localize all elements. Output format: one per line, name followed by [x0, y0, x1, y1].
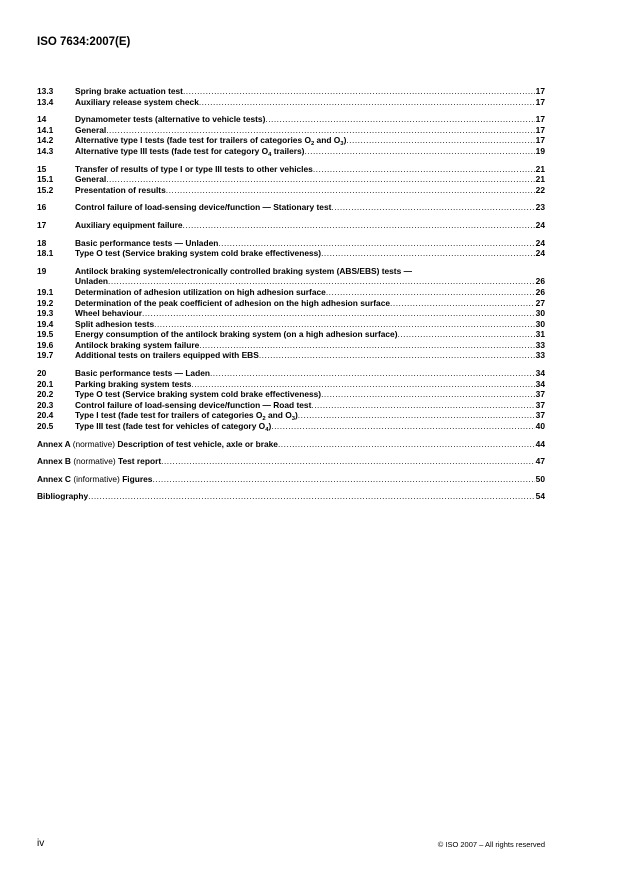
- toc-entry-number: 20.3: [37, 399, 54, 410]
- toc-entry-title: [75, 350, 535, 361]
- annex-kind: (normative): [72, 438, 116, 449]
- toc-entry-title: [75, 248, 535, 259]
- toc-entry-number: 16: [37, 202, 47, 213]
- annex-title: Figures: [122, 473, 153, 484]
- toc-entry-title-text: [75, 202, 331, 213]
- annex-kind: (informative): [73, 473, 120, 484]
- toc-entry-page: 54: [535, 491, 545, 502]
- toc-entry-page: 21: [535, 163, 545, 174]
- dot-leader: [154, 319, 535, 330]
- toc-title-mid: and O: [314, 135, 341, 146]
- toc-entry-number: 20.2: [37, 389, 54, 400]
- dot-leader: [199, 97, 535, 108]
- toc-entry[interactable]: [37, 410, 545, 421]
- toc-title-main: Additional tests on trailers equipped with EBS: [75, 350, 259, 361]
- toc-entry[interactable]: [37, 86, 545, 97]
- toc-title-tail: ): [295, 410, 298, 421]
- toc-entry-number: 14.2: [37, 135, 54, 146]
- toc-entry-title-text: [75, 329, 398, 340]
- toc-entry-title-text: [75, 400, 311, 411]
- dot-leader: [152, 474, 534, 485]
- toc-title-main: Type O test (Service braking system cold brake effectiveness): [75, 389, 322, 400]
- toc-entry-title-text: [75, 174, 106, 185]
- toc-title-main: Spring brake actuation test: [75, 86, 183, 96]
- toc-title-main: Energy consumption of the antilock braking system (on a high adhesion surface): [75, 329, 398, 340]
- dot-leader: [313, 164, 535, 175]
- toc-entry[interactable]: [37, 319, 545, 330]
- toc-entry-number: 14: [37, 114, 47, 125]
- toc-entry-title: [75, 135, 535, 146]
- toc-entry-title-text: [75, 86, 183, 97]
- toc-entry[interactable]: [37, 185, 545, 196]
- toc-entry-title-text: [75, 368, 210, 379]
- toc-entry-number: 19.3: [37, 308, 54, 319]
- subscript: 3: [291, 416, 295, 422]
- toc-entry-title-text: [75, 410, 298, 421]
- subscript: 4: [268, 151, 272, 157]
- toc-entry-number: 20: [37, 368, 47, 379]
- toc-spacer: [37, 449, 545, 456]
- toc-entry-title-text: [75, 421, 271, 432]
- toc-entry-page: 21: [535, 174, 545, 185]
- toc-entry-title: [75, 238, 535, 249]
- toc-entry[interactable]: [37, 340, 545, 351]
- toc-entry-title: [75, 379, 535, 390]
- toc-title-main: Type O test (Service braking system cold brake effectiveness): [75, 248, 322, 259]
- toc-title-mid: trailers): [271, 145, 305, 156]
- annex-label: Annex B: [37, 456, 71, 467]
- dot-leader: [343, 135, 534, 146]
- subscript: 2: [310, 141, 315, 146]
- toc-title-main: Dynamometer tests (alternative to vehicle tests): [75, 114, 266, 125]
- toc-entry[interactable]: [37, 174, 545, 185]
- toc-entry-title: [75, 114, 535, 125]
- toc-title-main: Auxiliary release system check: [75, 96, 199, 107]
- toc-title-main: General: [75, 174, 107, 185]
- copyright-notice: © ISO 2007 – All rights reserved: [437, 840, 545, 849]
- toc-entry-title: [75, 276, 535, 287]
- annex-title: Description of test vehicle, axle or brake: [117, 438, 278, 449]
- toc-entry-title: [75, 287, 535, 298]
- toc-entry-page: 17: [535, 114, 545, 125]
- toc-entry-number: 13.3: [37, 86, 54, 96]
- annex-label: Annex C: [37, 473, 71, 484]
- toc-title-main: Control failure of load-sensing device/function — Road test: [75, 399, 312, 410]
- toc-entry-page: 47: [535, 456, 545, 467]
- dot-leader: [298, 410, 535, 421]
- toc-entry-page: 37: [535, 410, 545, 421]
- toc-entry[interactable]: [37, 202, 545, 213]
- toc-spacer: [37, 432, 545, 439]
- dot-leader: [108, 276, 535, 287]
- toc-entry-page: 30: [535, 308, 545, 319]
- toc-entry-title-text: [37, 491, 88, 502]
- toc-title-main: Wheel behaviour: [75, 308, 143, 319]
- dot-leader: [166, 185, 535, 196]
- dot-leader: [390, 298, 535, 309]
- toc-entry-title-text: [75, 266, 412, 277]
- toc-entry[interactable]: [37, 329, 545, 340]
- dot-leader: [218, 238, 534, 249]
- toc-title-main: Basic performance tests — Laden: [75, 368, 210, 379]
- toc-entry[interactable]: [37, 266, 545, 277]
- toc-entry[interactable]: [37, 400, 545, 411]
- dot-leader: [311, 400, 534, 411]
- toc-entry-number: 18: [37, 237, 47, 248]
- toc-entry-title-text: [75, 276, 108, 287]
- toc-entry[interactable]: [37, 114, 545, 125]
- toc-entry-page: 17: [535, 86, 545, 96]
- toc-title-mid: and O: [265, 410, 292, 421]
- toc-spacer: [37, 195, 545, 202]
- dot-leader: [142, 308, 535, 319]
- dot-leader: [88, 491, 534, 502]
- toc-entry-number: 19.6: [37, 339, 54, 350]
- toc-entry-title: [75, 86, 535, 97]
- toc-entry-number: 15.1: [37, 174, 54, 185]
- toc-entry-page: 31: [535, 329, 545, 340]
- toc-entry[interactable]: [37, 248, 545, 259]
- toc-entry-number: 14.1: [37, 124, 54, 135]
- toc-entry-number: 19.2: [37, 297, 54, 308]
- toc-spacer: [37, 484, 545, 491]
- toc-title-main: Auxiliary equipment failure: [75, 219, 183, 230]
- toc-entry-page: 17: [535, 135, 545, 146]
- toc-title-main: Alternative type III tests (fade test for category O: [75, 145, 269, 156]
- toc-entry-title: [75, 368, 535, 379]
- toc-entry-number: 18.1: [37, 248, 54, 259]
- toc-entry-title: [75, 340, 535, 351]
- toc-entry-number: 19.1: [37, 286, 54, 297]
- toc-entry-title-text: [75, 185, 166, 196]
- toc-entry-page: 37: [535, 399, 545, 410]
- toc-spacer: [37, 213, 545, 220]
- dot-leader: [321, 389, 535, 400]
- toc-entry-title: [75, 308, 535, 319]
- toc-spacer: [37, 467, 545, 474]
- toc-entry-title-text: [75, 389, 321, 400]
- toc-entry-page: 17: [535, 96, 545, 107]
- toc-entry[interactable]: [37, 439, 545, 450]
- subscript: 2: [262, 416, 266, 422]
- toc-entry[interactable]: [37, 368, 545, 379]
- toc-entry[interactable]: [37, 456, 545, 467]
- toc-entry-number: 20.1: [37, 378, 54, 389]
- dot-leader: [304, 146, 534, 157]
- toc-entry-page: 34: [535, 378, 545, 389]
- table-of-contents: [37, 86, 545, 502]
- toc-title-main: Unladen: [75, 276, 109, 287]
- toc-entry-page: 26: [535, 286, 545, 297]
- toc-entry-number: 20.5: [37, 421, 54, 432]
- annex-label: Annex A: [37, 438, 71, 449]
- dot-leader: [199, 340, 534, 351]
- toc-entry-number: 15.2: [37, 184, 54, 195]
- toc-entry[interactable]: [37, 125, 545, 136]
- dot-leader: [271, 421, 534, 432]
- toc-entry-page: 33: [535, 339, 545, 350]
- toc-entry-page: 22: [535, 184, 545, 195]
- toc-entry-number: 15: [37, 163, 47, 174]
- page-number: iv: [37, 838, 45, 849]
- toc-entry[interactable]: [37, 474, 545, 485]
- toc-title-main: General: [75, 124, 107, 135]
- toc-entry-title-text: [75, 319, 154, 330]
- toc-entry-title: [75, 421, 535, 432]
- toc-entry[interactable]: [37, 308, 545, 319]
- toc-entry-number: 20.4: [37, 410, 54, 421]
- toc-spacer: [37, 259, 545, 266]
- dot-leader: [183, 86, 535, 97]
- toc-entry-title: [37, 456, 535, 467]
- toc-entry-title-text: [75, 164, 313, 175]
- toc-title-tail: ): [343, 135, 347, 146]
- toc-entry-title-text: [75, 220, 183, 231]
- toc-title-main: Type I test (fade test for trailers of categories O: [75, 410, 263, 421]
- toc-entry[interactable]: [37, 298, 545, 309]
- dot-leader: [265, 114, 534, 125]
- dot-leader: [210, 368, 535, 379]
- dot-leader: [106, 174, 534, 185]
- toc-title-main: Basic performance tests — Unladen: [75, 237, 219, 248]
- toc-entry-title-text: [75, 287, 326, 298]
- toc-entry-title: [75, 389, 535, 400]
- toc-entry-title: [75, 202, 535, 213]
- toc-title-main: Split adhesion tests: [75, 318, 155, 329]
- toc-entry-title-text: [75, 125, 106, 136]
- toc-entry-title-text: [75, 97, 199, 108]
- toc-entry-title: [75, 164, 535, 175]
- toc-entry[interactable]: [37, 97, 545, 108]
- toc-entry[interactable]: [37, 238, 545, 249]
- toc-entry-page: 17: [535, 124, 545, 135]
- toc-entry-title: [75, 220, 535, 231]
- toc-entry-page: 23: [535, 202, 545, 213]
- dot-leader: [161, 456, 535, 467]
- toc-title-main: Antilock braking system/electronically controlled braking system (ABS/EBS) tests —: [75, 265, 412, 276]
- annex-label: Bibliography: [37, 491, 89, 502]
- toc-entry-title-text: [75, 308, 142, 319]
- toc-entry-page: 24: [535, 248, 545, 259]
- toc-entry-title: [37, 491, 535, 502]
- toc-spacer: [37, 157, 545, 164]
- toc-entry[interactable]: [37, 135, 545, 146]
- toc-entry-number: 14.3: [37, 145, 54, 156]
- toc-entry-title-text: [75, 135, 346, 146]
- toc-entry-title: [75, 319, 535, 330]
- toc-entry[interactable]: [37, 421, 545, 432]
- toc-entry-title: [75, 125, 535, 136]
- toc-entry-number: 13.4: [37, 96, 54, 107]
- document-id: ISO 7634:2007(E): [37, 36, 131, 48]
- dot-leader: [106, 125, 534, 136]
- toc-title-main: Alternative type I tests (fade test for trailers of categories O: [75, 135, 311, 146]
- toc-entry-number: 19: [37, 265, 47, 276]
- toc-title-main: Type III test (fade test for vehicles of category O: [75, 421, 266, 432]
- toc-entry-page: 24: [535, 219, 545, 230]
- toc-title-main: Determination of the peak coefficient of adhesion on the high adhesion surface: [75, 297, 391, 308]
- toc-title-mid: ): [268, 421, 272, 432]
- dot-leader: [259, 350, 535, 361]
- toc-entry[interactable]: [37, 379, 545, 390]
- toc-entry-title: [75, 97, 535, 108]
- dot-leader: [398, 329, 535, 340]
- toc-entry-number: 19.5: [37, 329, 54, 340]
- dot-leader: [183, 220, 535, 231]
- toc-spacer: [37, 361, 545, 368]
- toc-spacer: [37, 231, 545, 238]
- toc-entry[interactable]: [37, 146, 545, 157]
- toc-entry-title: [75, 174, 535, 185]
- toc-entry-page: 19: [535, 145, 545, 156]
- toc-entry-page: 26: [535, 276, 545, 287]
- toc-entry-title: [75, 146, 535, 157]
- toc-entry-page: 44: [535, 438, 545, 449]
- toc-entry-page: 27: [535, 297, 545, 308]
- toc-entry-title-text: [75, 146, 304, 157]
- toc-title-main: Presentation of results: [75, 184, 166, 195]
- toc-entry-page: 40: [535, 421, 545, 432]
- toc-title-main: Parking braking system tests: [75, 378, 192, 389]
- toc-entry-title-text: [75, 379, 191, 390]
- toc-entry[interactable]: [37, 220, 545, 231]
- dot-leader: [278, 439, 535, 450]
- toc-entry-page: 24: [535, 237, 545, 248]
- toc-title-main: Control failure of load-sensing device/function — Stationary test: [75, 202, 332, 213]
- dot-leader: [321, 248, 535, 259]
- toc-entry-title: [75, 400, 535, 411]
- subscript: 3: [340, 141, 344, 146]
- toc-entry-number: 19.7: [37, 350, 54, 361]
- annex-title: Test report: [118, 456, 162, 467]
- toc-entry-title: [75, 298, 535, 309]
- toc-entry-page: 30: [535, 318, 545, 329]
- annex-kind: (normative): [73, 456, 116, 467]
- toc-title-main: Determination of adhesion utilization on high adhesion surface: [75, 286, 326, 297]
- toc-entry-title-text: [75, 238, 218, 249]
- dot-leader: [331, 202, 534, 213]
- toc-entry-number: 19.4: [37, 318, 54, 329]
- toc-title-main: Transfer of results of type I or type III tests to other vehicles: [75, 163, 313, 174]
- subscript: 4: [265, 427, 269, 432]
- toc-entry-title-text: [75, 350, 259, 361]
- toc-entry[interactable]: [37, 276, 545, 287]
- toc-spacer: [37, 107, 545, 114]
- toc-entry-title-text: [75, 340, 199, 351]
- toc-entry[interactable]: [37, 164, 545, 175]
- toc-entry-title-text: [37, 439, 278, 450]
- toc-entry[interactable]: [37, 389, 545, 400]
- toc-entry-page: 34: [535, 368, 545, 379]
- toc-entry-page: 50: [535, 473, 545, 484]
- toc-entry-title: [75, 329, 535, 340]
- toc-entry-title: [75, 185, 535, 196]
- toc-entry-page: 33: [535, 350, 545, 361]
- dot-leader: [326, 287, 535, 298]
- toc-entry-title-text: [75, 248, 321, 259]
- toc-entry[interactable]: [37, 350, 545, 361]
- dot-leader: [191, 379, 534, 390]
- toc-entry[interactable]: [37, 287, 545, 298]
- toc-entry-title: [75, 410, 535, 421]
- toc-entry-page: 37: [535, 389, 545, 400]
- toc-entry-number: 17: [37, 219, 47, 230]
- toc-entry-title: [75, 266, 545, 277]
- toc-entry-title-text: [75, 298, 390, 309]
- toc-title-main: Antilock braking system failure: [75, 339, 200, 350]
- toc-entry-title: [37, 439, 535, 450]
- toc-entry-title: [37, 474, 535, 485]
- toc-entry-title-text: [75, 114, 265, 125]
- toc-entry-title-text: [37, 474, 152, 485]
- toc-entry[interactable]: [37, 491, 545, 502]
- toc-entry-title-text: [37, 456, 161, 467]
